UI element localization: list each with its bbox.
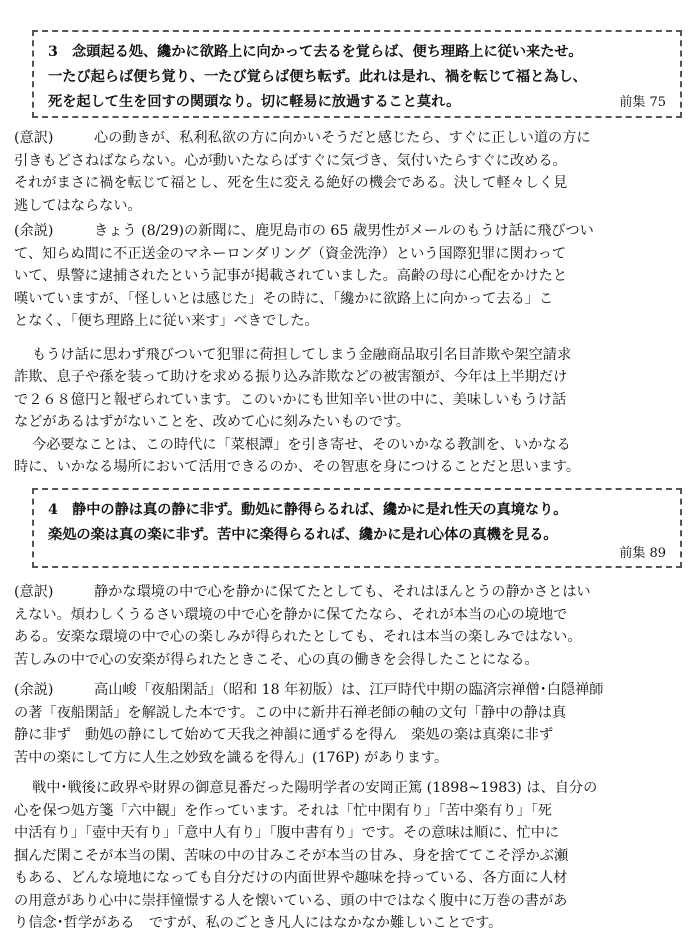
translation-4-line-4: 苦しみの中で心の安楽が得られたときこそ、心の真の働きを会得したことになる。	[14, 651, 539, 668]
commentary-3-para2-line-4: などがあるはずがないことを、改めて心に刻みたいものです。	[14, 414, 411, 430]
commentary-4-para2-line-5: もある、どんな境地になっても自分だけの内面世界や趣味を持っている、各方面に人材	[14, 870, 568, 886]
quote-4-line-2: 楽処の楽は真の楽に非ず。苦中に楽得らるれば、纔かに是れ心体の真機を見る。	[48, 527, 558, 543]
commentary-3-para2-line-2: 詐欺、息子や孫を装って助けを求める振り込み詐欺などの被害額が、今年は上半期だけ	[14, 369, 568, 385]
translation-3-line-3: それがまさに禍を転じて福とし、死を生に変える絶好の機会である。決して軽々しく見	[14, 175, 568, 191]
commentary-3-line-2: て、知らぬ間に不正送金のマネーロンダリング（資金洗浄）という国際犯罪に関わって	[14, 245, 567, 262]
commentary-4-para2-line-2: 心を保つ処方箋「六中観」を作っています。それは「忙中閑有り」「苦中楽有り」「死	[14, 802, 552, 819]
translation-4-line-3: ある。安楽な環境の中で心の楽しみが得られたとしても、それは本当の楽しみではない。	[14, 629, 582, 645]
commentary-3-para2-line-1: もうけ話に思わず飛びついて犯罪に荷担してしまう金融商品取引名目詐欺や架空請求	[32, 346, 572, 363]
commentary-3-line-5: となく、「便ち理路上に従い来す」べきでした。	[14, 313, 319, 329]
translation-4	[14, 581, 690, 671]
commentary-3	[14, 220, 690, 479]
translation-3-line-2: 引きもどさねばならない。心が動いたならばすぐに気づき、気付いたらすぐに改める。	[14, 152, 567, 169]
commentary-4-line-4: 苦中の楽にして方に人生之妙致を識るを得ん」(176P) があります。	[14, 749, 449, 766]
commentary-3-para2-line-3: で２６８億円と報ぜられています。このいかにも世知辛い世の中に、美味しいもうけ話	[14, 391, 567, 408]
commentary-4-para2-line-1: 戦中･戦後に政界や財界の御意見番だった陽明学者の安岡正篤 (1898~1983) は、自分の	[32, 780, 598, 796]
commentary-3-para3-line-2: 時に、いかなる場所において活用できるのか、その智恵を身につけることだと思います。	[14, 459, 581, 475]
quote-4-line-1: 4 静中の静は真の静に非ず。動処に静得らるれば、纔かに是れ性天の真境なり。	[48, 502, 568, 518]
translation-4-line-1: 静かな環境の中で心を静かに保てたとしても、それはほんとうの静かさとはい	[94, 584, 591, 600]
quote-4-reference: 前集 89	[619, 546, 666, 561]
commentary-4-para2-line-4: 掴んだ閑こそが本当の閑、苦味の中の甘みこそが本当の甘み、身を捨ててこそ浮かぶ瀬	[14, 847, 569, 864]
commentary-3-line-1: きょう (8/29)の新聞に、鹿児島市の 65 歳男性がメールのもうけ話に飛びつい	[94, 223, 594, 239]
commentary-3-para3-line-1: 今必要なことは、この時代に「菜根譚」を引き寄せ、そのいかなる教訓を、いかなる	[32, 436, 571, 453]
commentary-4-line-2: の著「夜船閑話」を解説した本です。この中に新井石禅老師の軸の文句「静中の静は真	[14, 704, 567, 721]
translation-3-line-4: 逃してはならない。	[14, 197, 142, 214]
quote-box-3	[32, 30, 682, 118]
commentary-4-label: (余説)	[14, 682, 54, 698]
quote-3-line-2: 一たび起らば便ち覚り、一たび覚らば便ち転ず。此れは是れ、禍を転じて福と為し、	[48, 69, 587, 85]
commentary-4-para2-line-6: の用意があり心中に崇拝憧憬する人を懐いている、頭の中ではなく腹中に万巻の書があ	[14, 892, 568, 909]
quote-box-4	[32, 488, 682, 568]
translation-3-label: (意訳)	[14, 130, 54, 146]
commentary-3-line-4: 嘆いていますが、「怪しいとは感じた」その時に、「纔かに欲路上に向かって去る」こ	[14, 290, 554, 307]
commentary-4-para2-line-7: り信念･哲学がある ですが、私のごとき凡人にはなかなか難しいことです。	[14, 915, 503, 931]
commentary-3-line-3: いて、県警に逮捕されたという記事が掲載されていました。高齢の母に心配をかけたと	[14, 268, 568, 284]
quote-3-line-1: 3 念頭起る処、纔かに欲路上に向かって去るを覚らば、便ち理路上に従い来たせ。	[48, 44, 583, 60]
commentary-3-label: (余説)	[14, 223, 54, 239]
translation-3	[14, 127, 690, 217]
translation-4-label: (意訳)	[14, 584, 54, 600]
translation-3-line-1: 心の動きが、私利私欲の方に向かいそうだと感じたら、すぐに正しい道の方に	[94, 130, 591, 146]
quote-3-reference: 前集 75	[619, 95, 666, 110]
commentary-4-line-1: 高山峻「夜船閑話」（昭和 18 年初版）は、江戸時代中期の臨済宗禅僧･白隠禅師	[94, 682, 604, 698]
translation-4-line-2: えない。煩わしくうるさい環境の中で心を静かに保てたなら、それが本当の心の境地で	[14, 606, 568, 623]
commentary-4-line-3: 静に非ず 動処の静にして始めて天我之神韻に通ずるを得ん 楽処の楽は真楽に非ず	[14, 727, 554, 743]
commentary-4	[14, 679, 690, 935]
commentary-4-para2-line-3: 中活有り」「壺中天有り」「意中人有り」「腹中書有り」です。その意味は順に、忙中に	[14, 825, 560, 841]
quote-3-line-3: 死を起して生を回すの関頭なり。切に軽易に放過すること莫れ。	[48, 94, 461, 110]
